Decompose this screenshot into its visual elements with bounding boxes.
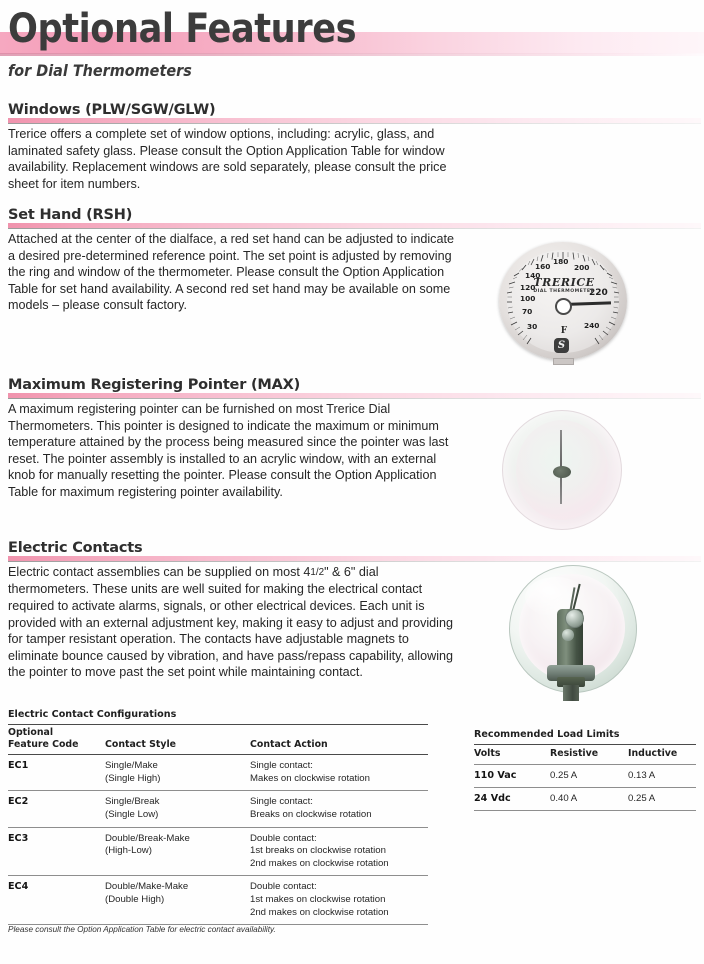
set-hand-dial-photo xyxy=(497,242,631,362)
page-title: Optional Features xyxy=(8,6,357,52)
section-windows-heading-row xyxy=(0,102,704,124)
masthead-band-shadow xyxy=(0,53,704,56)
ec-row-3-style-l2: (Double High) xyxy=(105,893,165,905)
section-set-hand-body: Attached at the center of the dialface, a red set hand can be adjusted to indicate a desired pre-determined reference point. The set point is adjusted by removing the ring and window of the thermometer. Please consult the Option Application Table for set hand availability. A second red set hand may be available on some models – please consult factory. xyxy=(8,232,454,313)
section-electric-contacts-heading: Electric Contacts xyxy=(8,540,143,556)
section-rule-line xyxy=(8,561,701,562)
ll-row-1-inductive: 0.25 A xyxy=(628,788,696,811)
ec-row-3-code: EC4 xyxy=(8,876,105,925)
ll-row-1-volts: 24 Vdc xyxy=(474,788,550,811)
section-max-pointer-heading: Maximum Registering Pointer (MAX) xyxy=(8,377,301,393)
table-row xyxy=(474,788,696,811)
ll-header-inductive: Inductive xyxy=(628,745,696,765)
dial-number-100: 100 xyxy=(520,294,536,303)
section-max-pointer-body: A maximum registering pointer can be furnished on most Trerice Dial Thermometers. This pointer is designed to indicate the maximum or minimum temperature attained by the process being measured since the pointer was last reset. The pointer assembly is installed to an acrylic window, with an external knob for manually resetting the pointer. Please consult the Option Application Table for maximum registering pointer availability. xyxy=(8,402,449,499)
ec-table-footnote: Please consult the Option Application Table for electric contact availability. xyxy=(8,925,276,934)
ec-row-3-action-l1: Double contact: xyxy=(250,881,317,893)
ec-table-title: Electric Contact Configurations xyxy=(8,709,177,720)
dial-unit-label: F xyxy=(560,326,568,336)
section-electric-contacts xyxy=(0,540,704,680)
ec-row-1-style-l1: Single/Break xyxy=(105,796,160,808)
dial-stem xyxy=(553,358,574,365)
ec-body-post: " & 6" dial thermometers. These units are well suited for making the electrical contact required to activate alarms, signals, or other electrical devices. Each unit is provided with an external adjustment key, making it easy to adjust and providing for tamper resistant operation. The contacts have adjustable magnets to eliminate bounce caused by vibration, and have pass/repass capability, allowing the pointer to move past the set point while maintaining contact. xyxy=(8,565,454,680)
dial-brand-label: TRERICE xyxy=(533,276,595,289)
ll-header-volts: Volts xyxy=(474,745,550,765)
table-row xyxy=(8,876,428,925)
ec-row-0-style-l2: (Single High) xyxy=(105,772,161,784)
max-pointer-dial-photo xyxy=(502,410,622,530)
section-windows xyxy=(0,102,704,191)
ec-row-0-code: EC1 xyxy=(8,755,105,791)
dial-number-30: 30 xyxy=(527,322,538,331)
ec-header-feature-code xyxy=(8,725,105,755)
ec-row-1-style xyxy=(105,791,250,827)
ec-header-contact-style: Contact Style xyxy=(105,725,250,755)
ll-row-0-resistive: 0.25 A xyxy=(550,765,628,788)
ll-row-1-resistive: 0.40 A xyxy=(550,788,628,811)
ec-row-2-code: EC3 xyxy=(8,827,105,876)
dial-number-240: 240 xyxy=(584,321,600,330)
masthead xyxy=(0,0,704,92)
trerice-logo-icon: S xyxy=(554,338,569,353)
dial-number-120: 120 xyxy=(520,283,536,292)
ll-header-resistive: Resistive xyxy=(550,745,628,765)
ll-table xyxy=(474,745,696,811)
electric-contact-gauge-photo xyxy=(495,565,655,700)
ec-body-fraction: 1/2 xyxy=(310,566,325,578)
dial-number-140: 140 xyxy=(525,271,541,280)
electric-contact-configurations-table xyxy=(8,708,428,925)
gauge-adjust-knob xyxy=(565,609,584,628)
ll-table-header-row xyxy=(474,745,696,765)
dial-number-180: 180 xyxy=(553,257,569,266)
section-set-hand-heading: Set Hand (RSH) xyxy=(8,207,133,223)
ec-row-3-action-l3: 2nd makes on clockwise rotation xyxy=(250,906,389,918)
ll-row-0-inductive: 0.13 A xyxy=(628,765,696,788)
ec-row-1-action-l2: Breaks on clockwise rotation xyxy=(250,808,372,820)
page-subtitle: for Dial Thermometers xyxy=(8,61,192,80)
ec-row-1-style-l2: (Single Low) xyxy=(105,808,159,820)
ec-row-3-style-l1: Double/Make-Make xyxy=(105,881,189,893)
ec-table xyxy=(8,725,428,925)
table-row xyxy=(8,827,428,876)
gauge-magnet-knob xyxy=(562,629,574,641)
section-windows-heading: Windows (PLW/SGW/GLW) xyxy=(8,102,216,118)
section-electric-contacts-heading-row xyxy=(0,540,704,562)
ec-row-0-style-l1: Single/Make xyxy=(105,760,158,772)
ec-row-2-action-l3: 2nd makes on clockwise rotation xyxy=(250,857,389,869)
dial-number-200: 200 xyxy=(574,263,590,272)
gauge-shank xyxy=(563,685,579,701)
section-rule-line xyxy=(8,228,701,229)
ec-table-header-row xyxy=(8,725,428,755)
recommended-load-limits-table xyxy=(474,728,696,811)
ec-row-2-action-l2: 1st breaks on clockwise rotation xyxy=(250,845,386,857)
ec-row-0-action-l2: Makes on clockwise rotation xyxy=(250,772,370,784)
section-max-pointer-heading-row xyxy=(0,377,704,399)
section-windows-body: Trerice offers a complete set of window options, including: acrylic, glass, and laminated safety glass. Please consult the Option Application Table for window availability. Replacement windows are sold separately, please consult the price sheet for item numbers. xyxy=(8,127,447,191)
ec-row-0-action-l1: Single contact: xyxy=(250,760,313,772)
dial-number-220: 220 xyxy=(589,288,608,298)
ec-header-contact-action: Contact Action xyxy=(250,725,428,755)
dial-number-70: 70 xyxy=(522,307,533,316)
ec-row-3-action-l2: 1st makes on clockwise rotation xyxy=(250,893,386,905)
ec-row-2-style-l1: Double/Break-Make xyxy=(105,832,190,844)
section-rule-line xyxy=(8,123,701,124)
ec-row-1-code: EC2 xyxy=(8,791,105,827)
ec-row-1-action-l1: Single contact: xyxy=(250,796,313,808)
ec-row-2-style xyxy=(105,827,250,876)
ec-body-pre: Electric contact assemblies can be supplied on most 4 xyxy=(8,565,311,579)
ec-row-0-style xyxy=(105,755,250,791)
ec-row-3-style xyxy=(105,876,250,925)
section-electric-contacts-body xyxy=(8,564,460,681)
table-row xyxy=(8,755,428,791)
dial-hub xyxy=(555,298,572,315)
section-set-hand-heading-row xyxy=(0,207,704,229)
ec-header-feature-code-line: Feature Code xyxy=(8,738,79,750)
ll-row-0-volts: 110 Vac xyxy=(474,765,550,788)
table-row xyxy=(474,765,696,788)
ec-row-3-action xyxy=(250,876,428,925)
section-max-pointer xyxy=(0,377,704,499)
ec-row-0-action xyxy=(250,755,428,791)
dial-brand-sublabel: DIAL THERMOMETER xyxy=(533,289,595,294)
table-row xyxy=(8,791,428,827)
max-pointer-hub xyxy=(553,466,571,478)
ec-row-1-action xyxy=(250,791,428,827)
ll-table-title: Recommended Load Limits xyxy=(474,729,620,740)
ec-header-optional: Optional xyxy=(8,727,54,738)
dial-number-160: 160 xyxy=(535,262,551,271)
ec-row-2-action-l1: Double contact: xyxy=(250,832,317,844)
section-rule-line xyxy=(8,398,701,399)
ec-row-2-style-l2: (High-Low) xyxy=(105,845,152,857)
ec-row-2-action xyxy=(250,827,428,876)
